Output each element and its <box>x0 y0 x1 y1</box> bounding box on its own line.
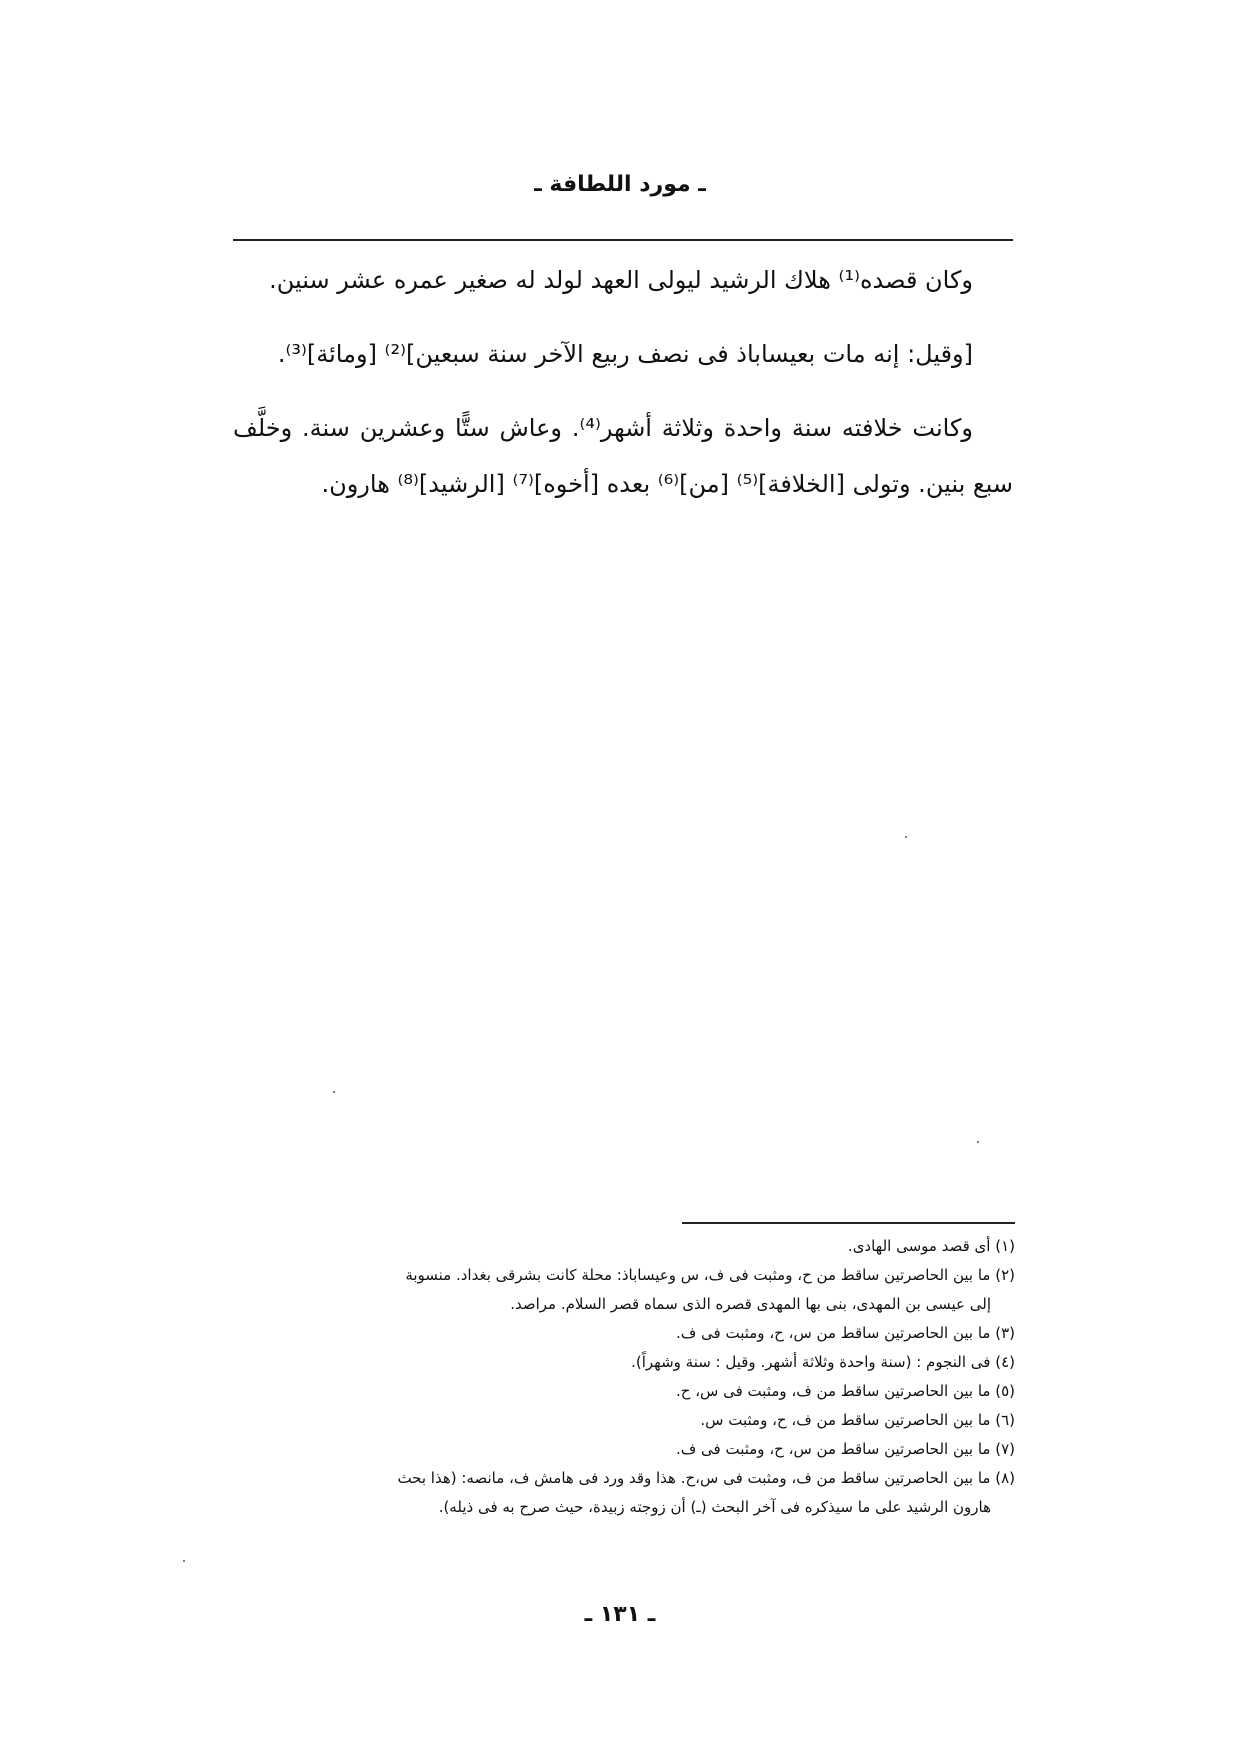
footnote-5-text: (٥) ما بين الحاصرتين ساقط من ف، ومثبت فى س، ح. <box>675 1382 1015 1400</box>
footnote-2-continuation: إلى عيسى بن المهدى، بنى بها المهدى قصره الذى سماه قصر السلام. مراصد. <box>510 1295 991 1313</box>
footnote-3-text: (٣) ما بين الحاصرتين ساقط من س، ح، ومثبت فى ف. <box>675 1324 1015 1342</box>
footnote-5 <box>228 1377 1015 1406</box>
main-text-block <box>233 252 1013 530</box>
footnote-2 <box>228 1261 1015 1319</box>
header-divider <box>233 239 1013 241</box>
footnote-8-continuation: هارون الرشيد على ما سيذكره فى آخر البحث (ـ) أن زوجته زبيدة، حيث صرح به فى ذيله). <box>438 1498 991 1516</box>
footnote-divider <box>682 1222 1015 1224</box>
footnote-1 <box>228 1232 1015 1261</box>
footnote-6 <box>228 1406 1015 1435</box>
footnote-7-text: (٧) ما بين الحاصرتين ساقط من س، ح، ومثبت فى ف. <box>675 1440 1015 1458</box>
scan-speck <box>977 1141 979 1143</box>
scan-speck <box>183 1560 185 1562</box>
body-paragraph-1: وكان قصده⁽¹⁾ هلاك الرشيد ليولى العهد لولد له صغير عمره عشر سنين. <box>269 266 973 294</box>
footnotes-block <box>228 1232 1015 1522</box>
footnote-6-text: (٦) ما بين الحاصرتين ساقط من ف، ح، ومثبت س. <box>700 1411 1015 1429</box>
footnote-8 <box>228 1464 1015 1522</box>
scan-speck <box>333 1091 335 1093</box>
body-paragraph-3: وكانت خلافته سنة واحدة وثلاثة أشهر⁽⁴⁾. وعاش ستًّا وعشرين سنة. وخلَّف سبع بنين. وتولى [الخلافة]⁽⁵⁾ [من]⁽⁶⁾ بعده [أخوه]⁽⁷⁾ [الرشيد]⁽⁸⁾ هارون. <box>233 414 1013 498</box>
footnote-1-text: (١) أى قصد موسى الهادى. <box>847 1237 1015 1255</box>
footnote-7 <box>228 1435 1015 1464</box>
running-header-title: ـ مورد اللطافة ـ <box>534 172 706 197</box>
footnote-3 <box>228 1319 1015 1348</box>
footnote-4 <box>228 1348 1015 1377</box>
scan-speck <box>905 836 907 838</box>
page-number: ـ ١٣١ ـ <box>584 1602 656 1627</box>
footnote-2-text: (٢) ما بين الحاصرتين ساقط من ح، ومثبت فى ف، س وعيساباذ: محلة كانت بشرقى بغداد. منسوبة <box>405 1266 1015 1284</box>
footnote-8-text: (٨) ما بين الحاصرتين ساقط من ف، ومثبت فى س،ح. هذا وقد ورد فى هامش ف، مانصه: (هذا بحث <box>397 1469 1015 1487</box>
footnote-4-text: (٤) فى النجوم : (سنة واحدة وثلاثة أشهر. وقيل : سنة وشهراً). <box>631 1353 1015 1371</box>
body-paragraph-2: [وقيل: إنه مات بعيساباذ فى نصف ربيع الآخر سنة سبعين]⁽²⁾ [ومائة]⁽³⁾. <box>277 340 973 368</box>
